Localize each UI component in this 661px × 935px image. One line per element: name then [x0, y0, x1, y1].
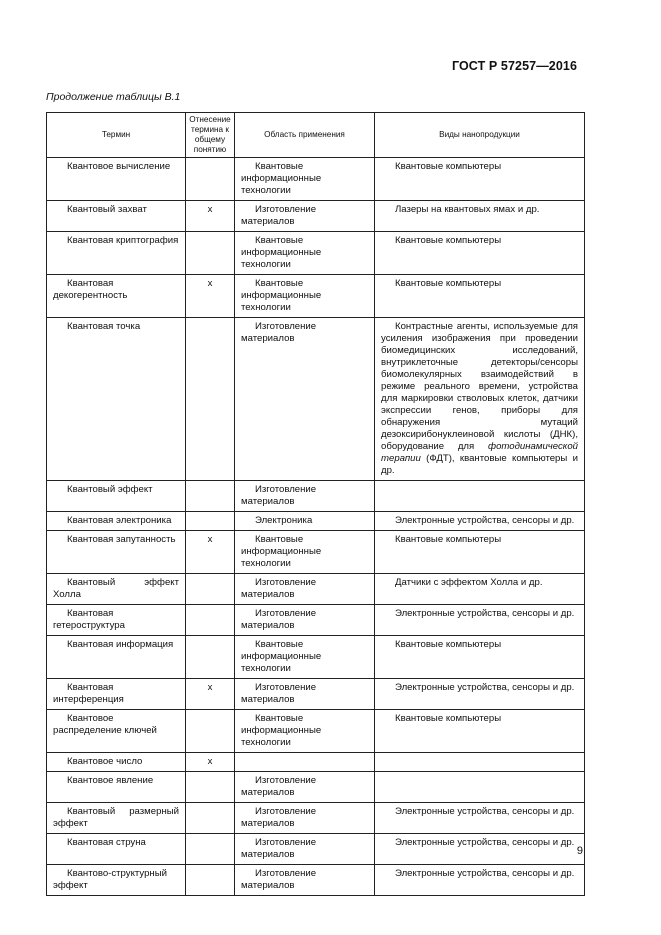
area-cell: Изготовление материалов [235, 865, 375, 896]
table-caption: Продолжение таблицы В.1 [46, 91, 181, 103]
term-cell: Квантовое распределение ключей [47, 710, 186, 753]
products-cell: Квантовые компьютеры [375, 636, 585, 679]
relation-cell [186, 834, 235, 865]
relation-cell [186, 772, 235, 803]
table-row [47, 834, 585, 865]
relation-cell [186, 481, 235, 512]
term-cell: Квантовая декогерентность [47, 275, 186, 318]
products-cell: Лазеры на квантовых ямах и др. [375, 201, 585, 232]
products-cell: Электронные устройства, сенсоры и др. [375, 679, 585, 710]
products-cell: Электронные устройства, сенсоры и др. [375, 834, 585, 865]
area-cell: Изготовление материалов [235, 834, 375, 865]
products-cell: Квантовые компьютеры [375, 710, 585, 753]
relation-cell: х [186, 201, 235, 232]
products-cell: Квантовые компьютеры [375, 275, 585, 318]
page-number: 9 [576, 845, 583, 857]
term-cell: Квантово-структурный эффект [47, 865, 186, 896]
relation-cell [186, 512, 235, 531]
table-header-row [47, 113, 585, 158]
relation-cell [186, 232, 235, 275]
area-cell: Электроника [235, 512, 375, 531]
table-row [47, 865, 585, 896]
area-cell: Изготовление материалов [235, 772, 375, 803]
relation-cell [186, 803, 235, 834]
area-cell: Изготовление материалов [235, 803, 375, 834]
area-cell: Изготовление материалов [235, 318, 375, 481]
term-cell: Квантовый эффект Холла [47, 574, 186, 605]
relation-cell [186, 710, 235, 753]
products-cell [375, 481, 585, 512]
term-cell: Квантовое вычисление [47, 158, 186, 201]
term-cell: Квантовый эффект [47, 481, 186, 512]
term-cell: Квантовая гетероструктура [47, 605, 186, 636]
column-header-products: Виды нанопродукции [375, 113, 585, 158]
table-row [47, 512, 585, 531]
area-cell: Квантовые информационные технологии [235, 158, 375, 201]
area-cell: Квантовые информационные технологии [235, 710, 375, 753]
table-row [47, 772, 585, 803]
products-cell [375, 318, 585, 481]
term-cell: Квантовая информация [47, 636, 186, 679]
area-cell: Изготовление материалов [235, 201, 375, 232]
products-text: Контрастные агенты, используемые для усиления изображения при проведении биомедицинских исследований, внутриклеточные детекторы/сенсоры биомолекулярных взаимодействий в режиме реального времени, устройства для маркировки стволовых клеток, датчики экспрессии генов, приборы для обнаружения мутаций дезоксирибонуклеиновой кислоты (ДНК), оборудование для [381, 321, 578, 452]
term-cell: Квантовое явление [47, 772, 186, 803]
area-cell: Изготовление материалов [235, 679, 375, 710]
relation-cell: х [186, 753, 235, 772]
products-cell [375, 753, 585, 772]
term-cell: Квантовая струна [47, 834, 186, 865]
relation-cell [186, 574, 235, 605]
terms-table [46, 112, 585, 896]
relation-cell [186, 865, 235, 896]
relation-cell [186, 636, 235, 679]
table-row [47, 481, 585, 512]
relation-cell [186, 318, 235, 481]
table-row [47, 710, 585, 753]
products-cell: Электронные устройства, сенсоры и др. [375, 803, 585, 834]
table-row [47, 574, 585, 605]
products-cell: Квантовые компьютеры [375, 232, 585, 275]
products-cell: Электронные устройства, сенсоры и др. [375, 865, 585, 896]
area-cell [235, 753, 375, 772]
relation-cell: х [186, 679, 235, 710]
relation-cell: х [186, 275, 235, 318]
table-row [47, 531, 585, 574]
area-cell: Квантовые информационные технологии [235, 232, 375, 275]
term-cell: Квантовая запутанность [47, 531, 186, 574]
term-cell: Квантовое число [47, 753, 186, 772]
term-cell: Квантовый захват [47, 201, 186, 232]
area-cell: Изготовление материалов [235, 605, 375, 636]
products-italic-term: фотодинамической терапии [381, 441, 578, 464]
area-cell: Изготовление материалов [235, 574, 375, 605]
term-cell: Квантовая точка [47, 318, 186, 481]
table-row [47, 679, 585, 710]
products-text-tail: (ФДТ), квантовые компьютеры и др. [381, 453, 578, 476]
products-cell: Квантовые компьютеры [375, 158, 585, 201]
document-code: ГОСТ Р 57257—2016 [451, 59, 577, 73]
area-cell: Квантовые информационные технологии [235, 531, 375, 574]
relation-cell: х [186, 531, 235, 574]
term-cell: Квантовый размерный эффект [47, 803, 186, 834]
relation-cell [186, 605, 235, 636]
area-cell: Квантовые информационные технологии [235, 636, 375, 679]
area-cell: Изготовление материалов [235, 481, 375, 512]
table-row [47, 636, 585, 679]
products-cell: Электронные устройства, сенсоры и др. [375, 605, 585, 636]
term-cell: Квантовая электроника [47, 512, 186, 531]
table-row [47, 605, 585, 636]
term-cell: Квантовая криптография [47, 232, 186, 275]
table-row [47, 201, 585, 232]
term-cell: Квантовая интерференция [47, 679, 186, 710]
table-row [47, 232, 585, 275]
products-cell: Квантовые компьютеры [375, 531, 585, 574]
table-row [47, 318, 585, 481]
products-cell: Электронные устройства, сенсоры и др. [375, 512, 585, 531]
column-header-area: Область применения [235, 113, 375, 158]
table-row [47, 158, 585, 201]
column-header-relation: Отнесение термина к общему понятию [186, 113, 235, 158]
relation-cell [186, 158, 235, 201]
products-cell [375, 772, 585, 803]
area-cell: Квантовые информационные технологии [235, 275, 375, 318]
table-row [47, 803, 585, 834]
table-row [47, 275, 585, 318]
products-cell: Датчики с эффектом Холла и др. [375, 574, 585, 605]
column-header-term: Термин [47, 113, 186, 158]
table-row [47, 753, 585, 772]
